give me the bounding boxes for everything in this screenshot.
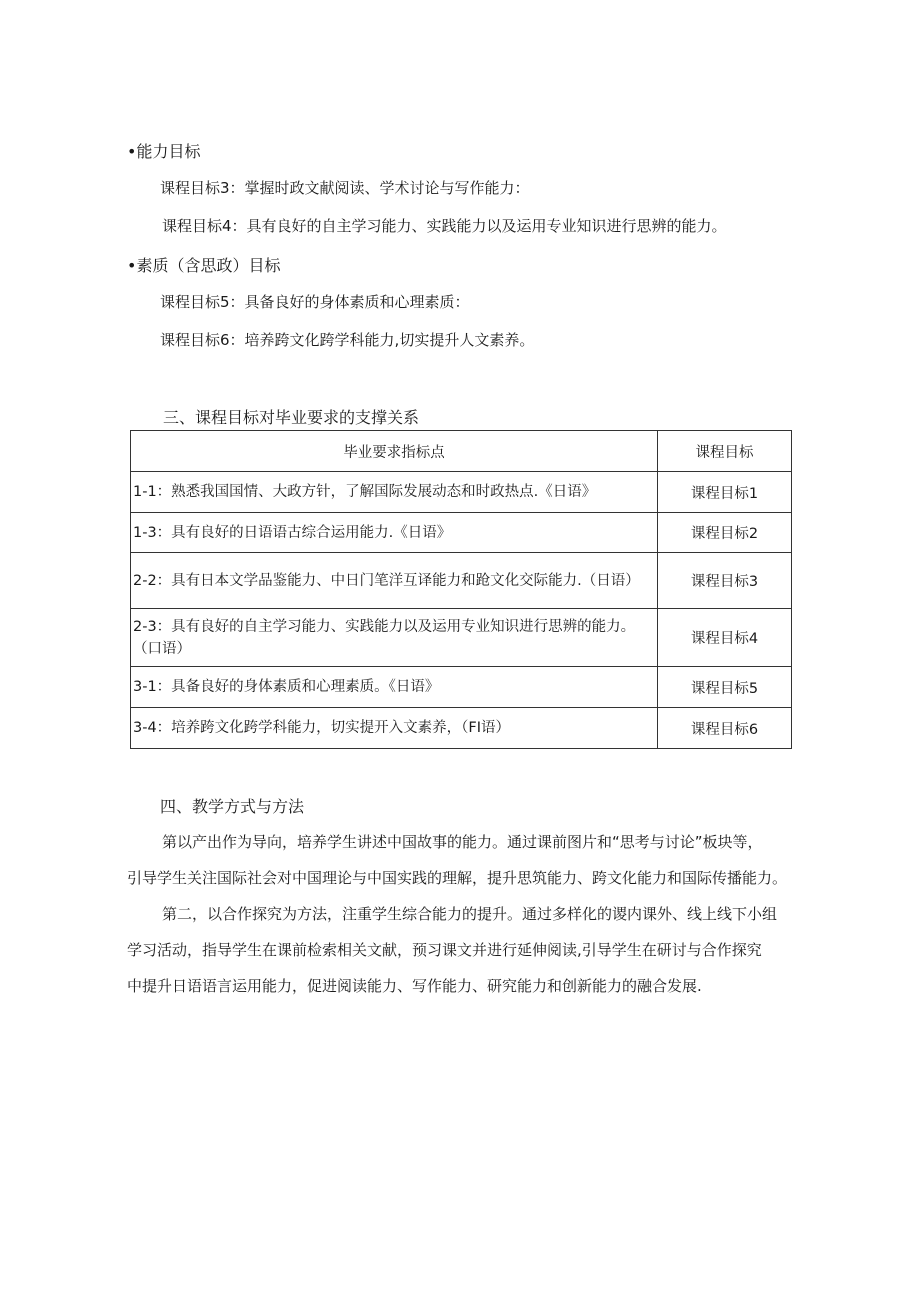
table-header-goal: 课程目标: [658, 431, 792, 472]
table-cell-requirement: 3-4：培养跨文化跨学科能力，切实提开入文素养，（FI语）: [131, 708, 658, 749]
table-cell-goal: 课程目标6: [658, 708, 792, 749]
course-goal-6: 课程目标6：培养跨文化跨学科能力,切实提升人文素养。: [160, 331, 535, 349]
table-cell-requirement: 1-1：熟悉我国国情、大政方针，了解国际发展动态和时政热点.《日语》: [131, 472, 658, 513]
table-row: [131, 667, 792, 708]
table-cell-goal: 课程目标3: [658, 553, 792, 609]
table-cell-requirement: 1-3：具有良好的日语语古综合运用能力.《日语》: [131, 513, 658, 553]
paragraph-1-line-2: 引导学生关注国际社会对中国理论与中国实践的理解，提升思筑能力、跨文化能力和国际传播能力。: [127, 869, 788, 887]
table-row: [131, 472, 792, 513]
table-cell-requirement: 2-3：具有良好的自主学习能力、实践能力以及运用专业知识进行思辨的能力。（口语）: [131, 609, 658, 667]
table-cell-requirement: 3-1：具备良好的身体素质和心理素质。《日语》: [131, 667, 658, 708]
course-goal-4: 课程目标4：具有良好的自主学习能力、实践能力以及运用专业知识进行思辨的能力。: [162, 217, 727, 235]
ability-goals-heading: •能力目标: [127, 142, 201, 161]
section4-heading: 四、教学方式与方法: [160, 797, 305, 816]
paragraph-2-line-3: 中提升日语语言运用能力，促进阅读能力、写作能力、研究能力和创新能力的融合发展.: [127, 977, 702, 995]
table-row: [131, 513, 792, 553]
table-cell-goal: 课程目标4: [658, 609, 792, 667]
section3-heading: 三、课程目标对毕业要求的支撑关系: [163, 408, 420, 427]
table-row: [131, 553, 792, 609]
table-cell-goal: 课程目标5: [658, 667, 792, 708]
table-cell-goal: 课程目标2: [658, 513, 792, 553]
table-row: [131, 609, 792, 667]
course-goal-3: 课程目标3：掌握时政文献阅读、学术讨论与写作能力：: [160, 179, 530, 197]
quality-goals-heading: •素质（含思政）目标: [127, 256, 281, 275]
table-header-requirement: 毕业要求指标点: [131, 431, 658, 472]
table-cell-requirement: 2-2：具有日本文学品鉴能力、中日门笔洋互译能力和跄文化交际能力.（日语）: [131, 553, 658, 609]
course-goal-5: 课程目标5：具备良好的身体素质和心理素质：: [160, 293, 470, 311]
table-header-row: [131, 431, 792, 472]
support-table: [130, 430, 792, 749]
paragraph-1-line-1: 第以产出作为导向，培养学生讲述中国故事的能力。通过课前图片和“思考与讨论”板块等，: [162, 833, 763, 851]
table-row: [131, 708, 792, 749]
table-cell-goal: 课程目标1: [658, 472, 792, 513]
paragraph-2-line-1: 第二，以合作探究为方法，注重学生综合能力的提升。通过多样化的谡内课外、线上线下小组: [162, 905, 778, 923]
paragraph-2-line-2: 学习活动，指导学生在课前检索相关文献，预习课文并进行延伸阅读,引导学生在研讨与合作探究: [127, 941, 762, 959]
